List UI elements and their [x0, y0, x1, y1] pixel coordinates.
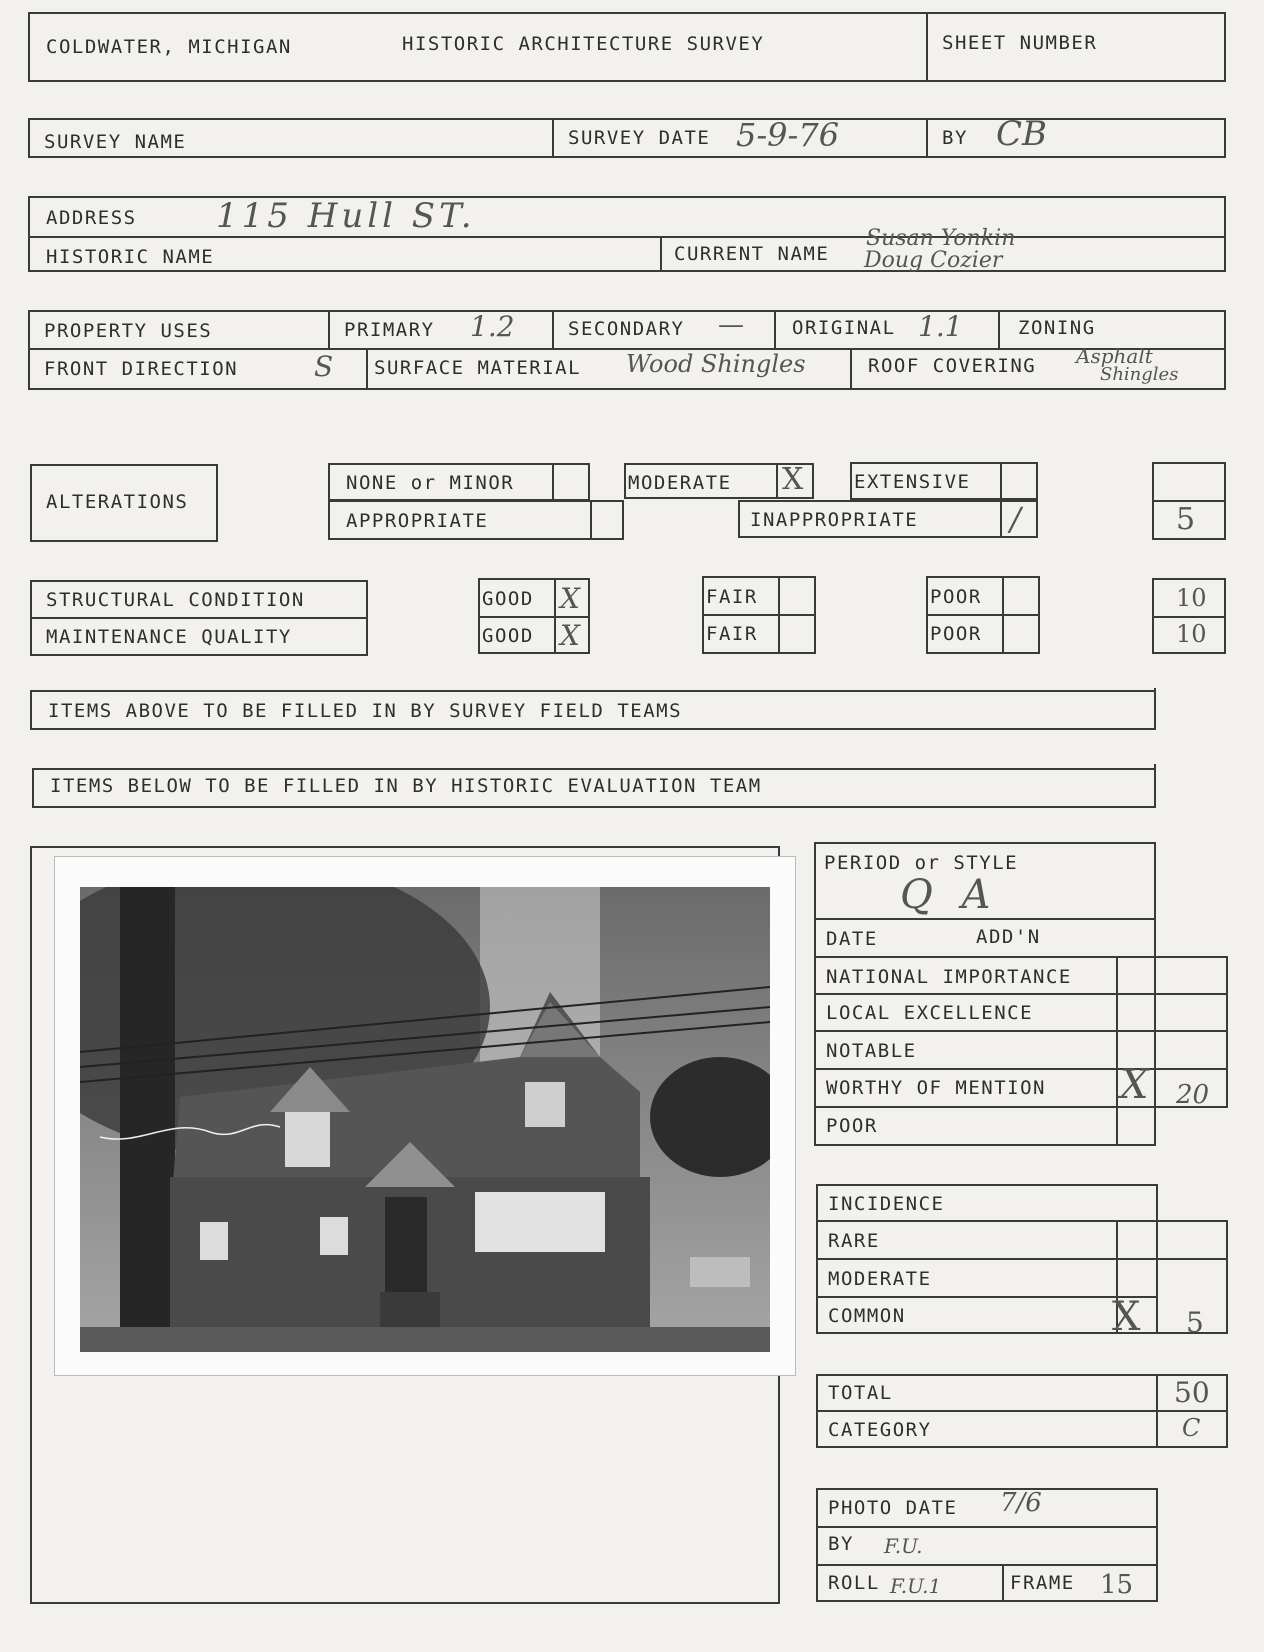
period-div-6	[814, 1106, 1228, 1108]
period-date-label: DATE	[826, 928, 878, 950]
photo-info-div-1	[816, 1526, 1158, 1528]
incidence-div-3	[816, 1296, 1158, 1298]
condition-label-divider	[30, 617, 368, 619]
roll-value: F.U.1	[890, 1574, 942, 1598]
frame-label: FRAME	[1010, 1572, 1075, 1594]
roll-label: ROLL	[828, 1572, 880, 1594]
good-check	[554, 578, 556, 654]
fair-divider	[702, 614, 816, 616]
alt-inappropriate-check	[1000, 500, 1002, 538]
fair-label-2: FAIR	[706, 623, 758, 645]
good-label-1: GOOD	[482, 588, 534, 610]
secondary-label: SECONDARY	[568, 318, 685, 340]
photo-by-value: F.U.	[884, 1534, 923, 1558]
prop-div-4	[998, 310, 1000, 348]
photo-date-value: 7/6	[1000, 1488, 1042, 1518]
common-label: COMMON	[828, 1305, 906, 1327]
primary-value: 1.2	[470, 310, 515, 343]
alt-none-label: NONE or MINOR	[346, 472, 515, 494]
category-value: C	[1182, 1414, 1201, 1442]
period-score-right	[1226, 956, 1228, 1106]
survey-date-label: SURVEY DATE	[568, 127, 711, 149]
category-label: CATEGORY	[828, 1419, 932, 1441]
field-teams-end	[1154, 688, 1156, 730]
totals-divider	[816, 1410, 1228, 1412]
maintenance-score: 10	[1176, 620, 1207, 648]
prop-div-2	[552, 310, 554, 348]
alt-inappropriate-mark: /	[1010, 500, 1021, 538]
maintenance-label: MAINTENANCE QUALITY	[46, 626, 292, 648]
alt-none-check	[552, 463, 554, 501]
national-importance-label: NATIONAL IMPORTANCE	[826, 966, 1072, 988]
alt-moderate-label: MODERATE	[628, 472, 732, 494]
alt-moderate-check	[776, 463, 778, 499]
common-score: 5	[1186, 1306, 1204, 1339]
rare-label: RARE	[828, 1230, 880, 1252]
city-label: COLDWATER, MICHIGAN	[46, 36, 292, 58]
poor-label-1: POOR	[930, 586, 982, 608]
front-direction-value: S	[314, 350, 334, 383]
fair-label-1: FAIR	[706, 586, 758, 608]
surface-material-label: SURFACE MATERIAL	[374, 357, 582, 379]
evaluation-end	[1154, 764, 1156, 806]
front-direction-label: FRONT DIRECTION	[44, 358, 239, 380]
maintenance-mark: X	[560, 619, 580, 652]
period-score-col	[1116, 956, 1118, 1146]
period-addn-label: ADD'N	[976, 926, 1041, 948]
header-divider	[926, 12, 928, 82]
evaluation-note: ITEMS BELOW TO BE FILLED IN BY HISTORIC EVALUATION TEAM	[50, 775, 762, 797]
incidence-div-2	[816, 1258, 1228, 1260]
incidence-moderate-label: MODERATE	[828, 1268, 932, 1290]
photo-date-label: PHOTO DATE	[828, 1497, 958, 1519]
original-label: ORIGINAL	[792, 317, 896, 339]
worthy-label: WORTHY OF MENTION	[826, 1077, 1046, 1099]
current-name-line2: Doug Cozier	[864, 248, 1003, 273]
address-value: 115 Hull ST.	[216, 196, 476, 236]
house-photo-image	[80, 887, 770, 1352]
good-label-2: GOOD	[482, 625, 534, 647]
period-div-3	[814, 993, 1228, 995]
alterations-label: ALTERATIONS	[46, 491, 189, 513]
period-label: PERIOD or STYLE	[824, 852, 1019, 874]
alt-score: 5	[1176, 502, 1196, 537]
house-photo	[54, 856, 796, 1376]
photo-info-div-2	[816, 1564, 1158, 1566]
notable-label: NOTABLE	[826, 1040, 917, 1062]
structural-mark: X	[560, 582, 580, 615]
total-label: TOTAL	[828, 1382, 893, 1404]
alt-moderate-mark: X	[782, 462, 804, 497]
zoning-label: ZONING	[1018, 317, 1096, 339]
frame-divider	[1002, 1564, 1004, 1602]
condition-score-divider	[1152, 616, 1226, 618]
alt-inappropriate-label: INAPPROPRIATE	[750, 509, 919, 531]
period-div-5	[814, 1068, 1228, 1070]
survey-by-value: CB	[996, 114, 1047, 154]
period-div-2	[814, 956, 1228, 958]
address-label: ADDRESS	[46, 207, 137, 229]
surface-material-value: Wood Shingles	[626, 350, 806, 378]
roof-covering-line2: Shingles	[1100, 364, 1179, 385]
common-mark: X	[1112, 1294, 1141, 1340]
photo-by-label: BY	[828, 1533, 854, 1555]
poor-divider	[926, 614, 1040, 616]
period-poor-label: POOR	[826, 1115, 878, 1137]
prop-div-5	[366, 348, 368, 390]
good-divider	[478, 616, 590, 618]
structural-score: 10	[1176, 584, 1207, 612]
historic-name-label: HISTORIC NAME	[46, 246, 215, 268]
poor-label-2: POOR	[930, 623, 982, 645]
alt-appropriate-check	[590, 500, 592, 540]
incidence-label: INCIDENCE	[828, 1193, 945, 1215]
property-uses-label: PROPERTY USES	[44, 320, 213, 342]
survey-name-label: SURVEY NAME	[44, 131, 187, 153]
sheet-number-label: SHEET NUMBER	[942, 32, 1098, 54]
period-div-1	[814, 918, 1156, 920]
period-div-4	[814, 1030, 1228, 1032]
original-value: 1.1	[918, 310, 963, 343]
frame-value: 15	[1100, 1570, 1134, 1600]
current-name-label: CURRENT NAME	[674, 243, 830, 265]
fair-check	[778, 576, 780, 654]
structural-label: STRUCTURAL CONDITION	[46, 589, 305, 611]
alt-extensive-label: EXTENSIVE	[854, 471, 971, 493]
prop-div-6	[850, 348, 852, 390]
survey-divider-1	[552, 118, 554, 158]
roof-covering-line1: Asphalt	[1076, 344, 1153, 368]
prop-div-1	[328, 310, 330, 348]
total-value: 50	[1174, 1376, 1210, 1409]
totals-col	[1156, 1374, 1158, 1448]
secondary-value: —	[718, 310, 744, 340]
worthy-score: 20	[1176, 1080, 1210, 1110]
incidence-div-1	[816, 1220, 1228, 1222]
period-value: Q A	[900, 872, 999, 918]
prop-div-3	[774, 310, 776, 348]
primary-label: PRIMARY	[344, 319, 435, 341]
worthy-mark: X	[1120, 1062, 1149, 1108]
roof-covering-label: ROOF COVERING	[868, 355, 1037, 377]
current-name-line1: Susan Yonkin	[866, 226, 1016, 251]
survey-date-value: 5-9-76	[736, 116, 840, 154]
current-name-divider	[660, 236, 662, 272]
poor-check	[1002, 576, 1004, 654]
alt-appropriate-label: APPROPRIATE	[346, 510, 489, 532]
form-title: HISTORIC ARCHITECTURE SURVEY	[402, 33, 765, 55]
survey-by-label: BY	[942, 127, 968, 149]
address-divider	[28, 236, 1226, 238]
incidence-score-right	[1226, 1220, 1228, 1334]
local-excellence-label: LOCAL EXCELLENCE	[826, 1002, 1034, 1024]
survey-divider-2	[926, 118, 928, 158]
field-teams-note: ITEMS ABOVE TO BE FILLED IN BY SURVEY FIELD TEAMS	[48, 700, 683, 722]
alt-extensive-check	[1000, 462, 1002, 500]
